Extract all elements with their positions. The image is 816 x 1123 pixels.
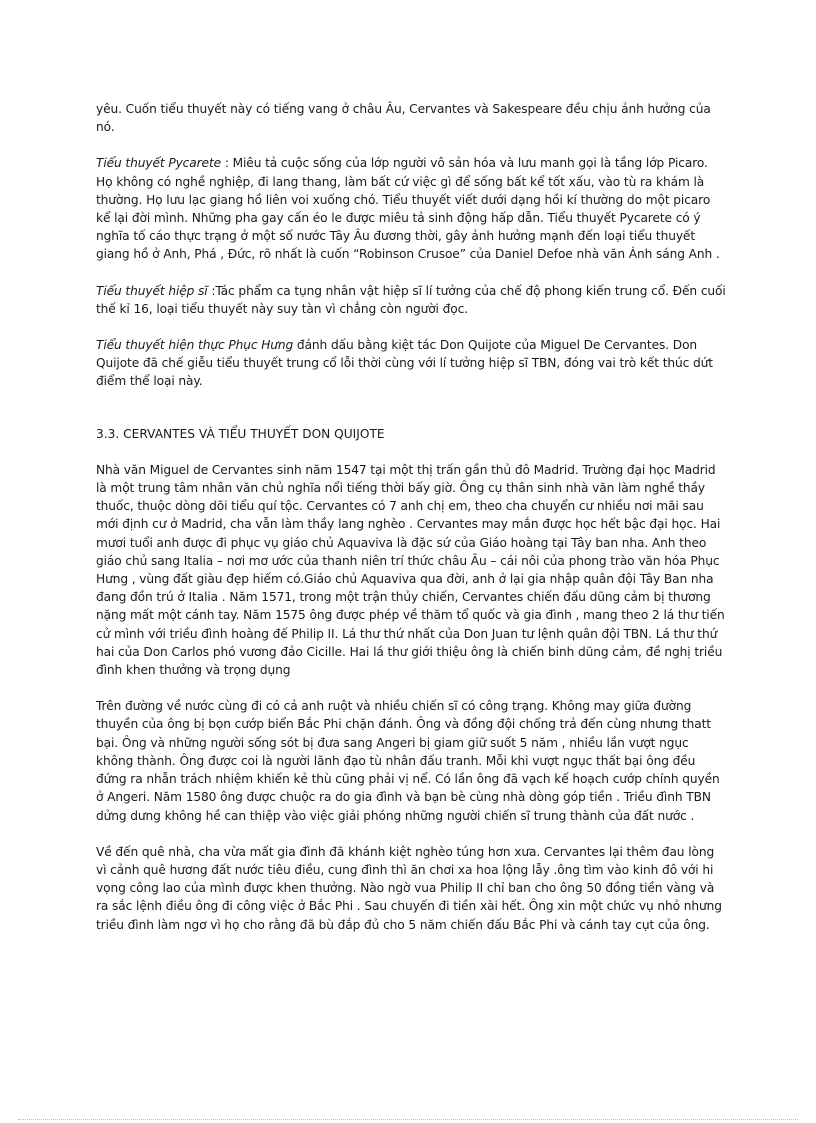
paragraph-text: : Miêu tả cuộc sống của lớp người vô sản hóa và lưu manh gọi là tầng lớp Picaro. Họ không có nghề nghiệp, đi lang thang, làm bất cứ việc gì để sống bất kể tốt xấu, vào tù ra khám là thường. Họ lưu lạc giang hồ liên voi xuống chó. Tiểu thuyết viết dưới dạng hồi kí thường do một picaro kể lại đời mình. Những pha gay cấn éo le được miêu tả sinh động hấp dẫn. Tiểu thuyết Pycarete có ý nghĩa tố cáo thực trạng ở một số nước Tây Âu đương thời, gây ảnh hưởng mạnh đến loại tiểu thuyết giang hồ ở Anh, Phá , Đức, rõ nhất là cuốn “Robinson Crusoe” của Daniel Defoe nhà văn Ánh sáng Anh . [96,156,720,262]
genre-term-renaissance-realism: Tiểu thuyết hiện thực Phục Hưng [96,338,294,353]
paragraph-biography-captivity: Trên đường về nước cùng đi có cả anh ruột và nhiều chiến sĩ có công trạng. Không may giữa đường thuyền của ông bị bọn cướp biển Bắc Phi chặn đánh. Ông và đồng đội chống trả đến cùng nhưng thatt bại. Ông và những người sống sót bị đưa sang Angeri bị giam giữ suốt 5 năm , nhiều lần vượt ngục không thành. Ông được coi là người lãnh đạo tù nhân đấu tranh. Mỗi khi vượt ngục thất bại ông đều đứng ra nhẫn trách nhiệm khiến kẻ thù cũng phải vị nể. Có lần ông đã vạch kế hoạch cướp chính quyền ở Angeri. Năm 1580 ông được chuộc ra do gia đình và bạn bè cùng nhà dòng góp tiền . Triều đình TBN dửng dưng không hề can thiệp vào việc giải phóng những người chiến sĩ trung thành của đất nước . [96,699,720,823]
paragraph-chivalry [96,282,726,318]
genre-term-pycarete: Tiểu thuyết Pycarete [96,156,222,171]
paragraph-intro-continuation [96,100,726,136]
paragraph-biography-return: Về đến quê nhà, cha vừa mất gia đình đã khánh kiệt nghèo túng hơn xưa. Cervantes lại thêm đau lòng vì cảnh quê hương đất nước tiêu điều, cung đình thì ăn chơi xa hoa lộng lẫy .ông tìm vào kinh đô với hi vọng công lao của mình được khen thưởng. Nào ngờ vua Philip II chỉ ban cho ông 50 đồng tiền vàng và ra sắc lệnh điều ông đi công việc ở Bắc Phi . Sau chuyến đi tiền xài hết. Ông xin một chức vụ nhỏ nhưng triều đình làm ngơ vì họ cho rằng đã bù đắp đủ cho 5 năm chiến đấu Bắc Phi và cánh tay cụt của ông. [96,844,722,932]
paragraph-text: đánh dấu bằng kiệt tác Don Quijote của Miguel De Cervantes. Don Quijote đã chế giễu tiểu thuyết trung cổ lỗi thời cùng với lí tưởng hiệp sĩ TBN, đóng vai trò kết thúc dứt điểm thể loại này. [96,338,713,389]
paragraph-biography-early: Nhà văn Miguel de Cervantes sinh năm 1547 tại một thị trấn gần thủ đô Madrid. Trường đại học Madrid là một trung tâm nhân văn chủ nghĩa nổi tiếng thời bấy giờ. Ông cụ thân sinh nhà văn làm nghề thầy thuốc, thuộc dòng dõi tiểu quí tộc. Cervantes có 7 anh chị em, theo cha chuyển cư nhiều nơi mãi sau mới định cư ở Madrid, cha vẫn làm thầy lang nghèo . Cervantes may mắn được học hết bậc đại học. Hai mươi tuổi anh được đi phục vụ giáo chủ Aquaviva là đặc sứ của Giáo hoàng tại Tây ban nha. Anh theo giáo chủ sang Italia – nơi mơ ước của thanh niên trí thức châu Âu – cái nôi của phong trào văn hóa Phục Hưng , vùng đất giàu đẹp hiếm có.Giáo chủ Aquaviva qua đời, anh ở lại gia nhập quân đội Tây Ban nha đang đồn trú ở Italia . Năm 1571, trong một trận thủy chiến, Cervantes chiến đấu dũng cảm bị thương nặng mất một cánh tay. Năm 1575 ông được phép về thăm tổ quốc và gia đình , mang theo 2 lá thư tiến cử mình với triều đình hoàng đế Philip II. Lá thư thứ nhất của Don Juan tư lệnh quân đội TBN. Lá thư thứ hai của Don Carlos phó vương đảo Cicille. Hai lá thư giới thiệu ông là chiến binh dũng cảm, đề nghị triều đình khen thưởng và trọng dụng [96,462,725,678]
genre-term-chivalry: Tiểu thuyết hiệp sĩ [96,283,208,298]
paragraph-text: :Tác phẩm ca tụng nhân vật hiệp sĩ lí tưởng của chế độ phong kiến trung cổ. Đến cuối thế kỉ 16, loại tiểu thuyết này suy tàn vì chẳng còn người đọc. [96,283,726,316]
paragraph-renaissance-realism [96,336,726,391]
page-bottom-divider [18,1119,798,1120]
paragraph-pycarete [96,154,726,263]
document-body [96,100,726,952]
section-heading: 3.3. CERVANTES VÀ TIỂU THUYẾT DON QUIJOTE [96,426,385,441]
paragraph-text: yêu. Cuốn tiểu thuyết này có tiếng vang ở châu Âu, Cervantes và Sakespeare đều chịu ảnh hưởng của nó. [96,102,711,135]
